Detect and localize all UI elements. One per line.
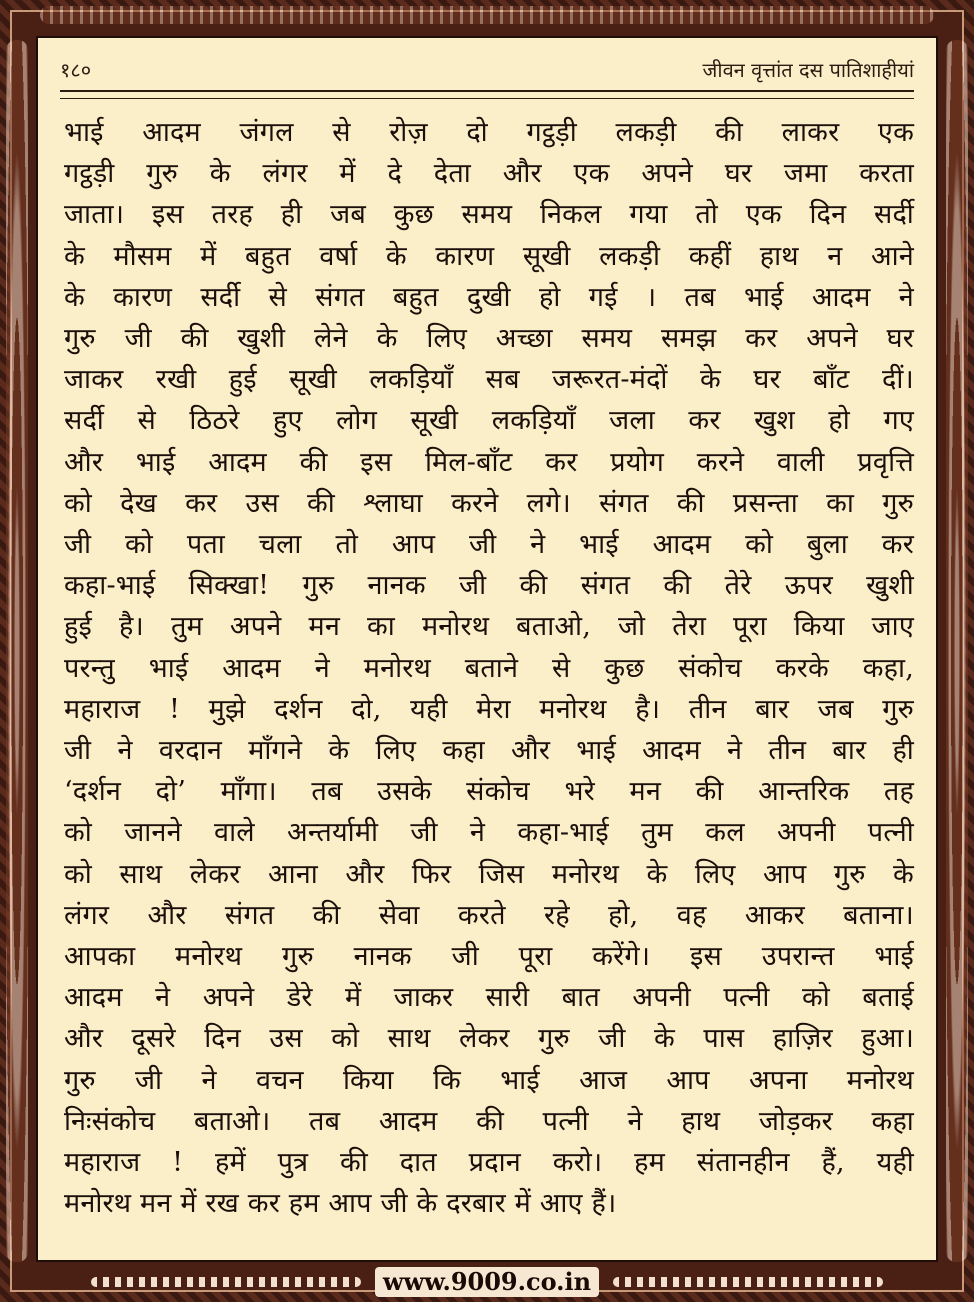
- top-ornament-border: [40, 6, 934, 24]
- text-line: हुई है। तुम अपने मन का मनोरथ बताओ, जो तेरा पूरा किया जाए: [64, 611, 914, 643]
- text-line: को देख कर उस की श्लाघा करने लगे। संगत की प्रसन्ता का गुरु: [64, 487, 914, 519]
- text-line: और दूसरे दिन उस को साथ लेकर गुरु जी के पास हाज़िर हुआ।: [64, 1023, 914, 1055]
- text-line: कहा-भाई सिक्खा! गुरु नानक जी की संगत की तेरे ऊपर खुशी: [64, 570, 914, 602]
- text-line: जी को पता चला तो आप जी ने भाई आदम को बुला कर: [64, 529, 914, 561]
- text-line: के कारण सर्दी से संगत बहुत दुखी हो गई । तब भाई आदम ने: [64, 281, 914, 313]
- right-ornament-border: [946, 40, 968, 1262]
- text-line: जाता। इस तरह ही जब कुछ समय निकल गया तो एक दिन सर्दी: [64, 199, 914, 231]
- text-line: गुरु जी ने वचन किया कि भाई आज आप अपना मनोरथ: [64, 1064, 914, 1096]
- page-header: [60, 52, 914, 86]
- book-page: [36, 36, 938, 1262]
- footer-ornament-left: [91, 1277, 361, 1287]
- text-line: जी ने वरदान माँगने के लिए कहा और भाई आदम ने तीन बार ही: [64, 735, 914, 767]
- text-line: ‘दर्शन दो’ माँगा। तब उसके संकोच भरे मन की आन्तरिक तह: [64, 776, 914, 808]
- text-line: लंगर और संगत की सेवा करते रहे हो, वह आकर बताना।: [64, 899, 914, 931]
- text-line: महाराज ! हमें पुत्र की दात प्रदान करो। हम संतानहीन हैं, यही: [64, 1147, 914, 1179]
- left-ornament-border: [6, 40, 28, 1262]
- website-link[interactable]: www.9009.co.in: [375, 1267, 599, 1297]
- page-body-text: [64, 112, 914, 1224]
- text-line: परन्तु भाई आदम ने मनोरथ बताने से कुछ संकोच करके कहा,: [64, 652, 914, 684]
- text-line: निःसंकोच बताओ। तब आदम की पत्नी ने हाथ जोड़कर कहा: [64, 1105, 914, 1137]
- text-line: आपका मनोरथ गुरु नानक जी पूरा करेंगे। इस उपरान्त भाई: [64, 941, 914, 973]
- footer-ornament-right: [613, 1277, 883, 1287]
- text-line: और भाई आदम की इस मिल-बाँट कर प्रयोग करने वाली प्रवृत्ति: [64, 446, 914, 478]
- text-line: गट्ठड़ी गुरु के लंगर में दे देता और एक अपने घर जमा करता: [64, 158, 914, 190]
- page-number: १८०: [60, 57, 92, 82]
- text-line: महाराज ! मुझे दर्शन दो, यही मेरा मनोरथ है। तीन बार जब गुरु: [64, 693, 914, 725]
- text-line: के मौसम में बहुत वर्षा के कारण सूखी लकड़ी कहीं हाथ न आने: [64, 240, 914, 272]
- text-line: भाई आदम जंगल से रोज़ दो गट्ठड़ी लकड़ी की लाकर एक: [64, 117, 914, 148]
- text-line: आदम ने अपने डेरे में जाकर सारी बात अपनी पत्नी को बताई: [64, 982, 914, 1014]
- text-line: गुरु जी की खुशी लेने के लिए अच्छा समय समझ कर अपने घर: [64, 323, 914, 355]
- header-rule: [60, 90, 914, 99]
- page-footer: [0, 1262, 974, 1302]
- book-title: जीवन वृत्तांत दस पातिशाहीयां: [702, 57, 914, 82]
- text-line: मनोरथ मन में रख कर हम आप जी के दरबार में आए हैं।: [64, 1188, 617, 1220]
- text-line: को जानने वाले अन्तर्यामी जी ने कहा-भाई तुम कल अपनी पत्नी: [64, 817, 914, 849]
- text-line: को साथ लेकर आना और फिर जिस मनोरथ के लिए आप गुरु के: [64, 858, 914, 890]
- text-line: सर्दी से ठिठरे हुए लोग सूखी लकड़ियाँ जला कर खुश हो गए: [64, 405, 914, 437]
- text-line: जाकर रखी हुई सूखी लकड़ियाँ सब जरूरत-मंदों के घर बाँट दीं।: [64, 364, 914, 396]
